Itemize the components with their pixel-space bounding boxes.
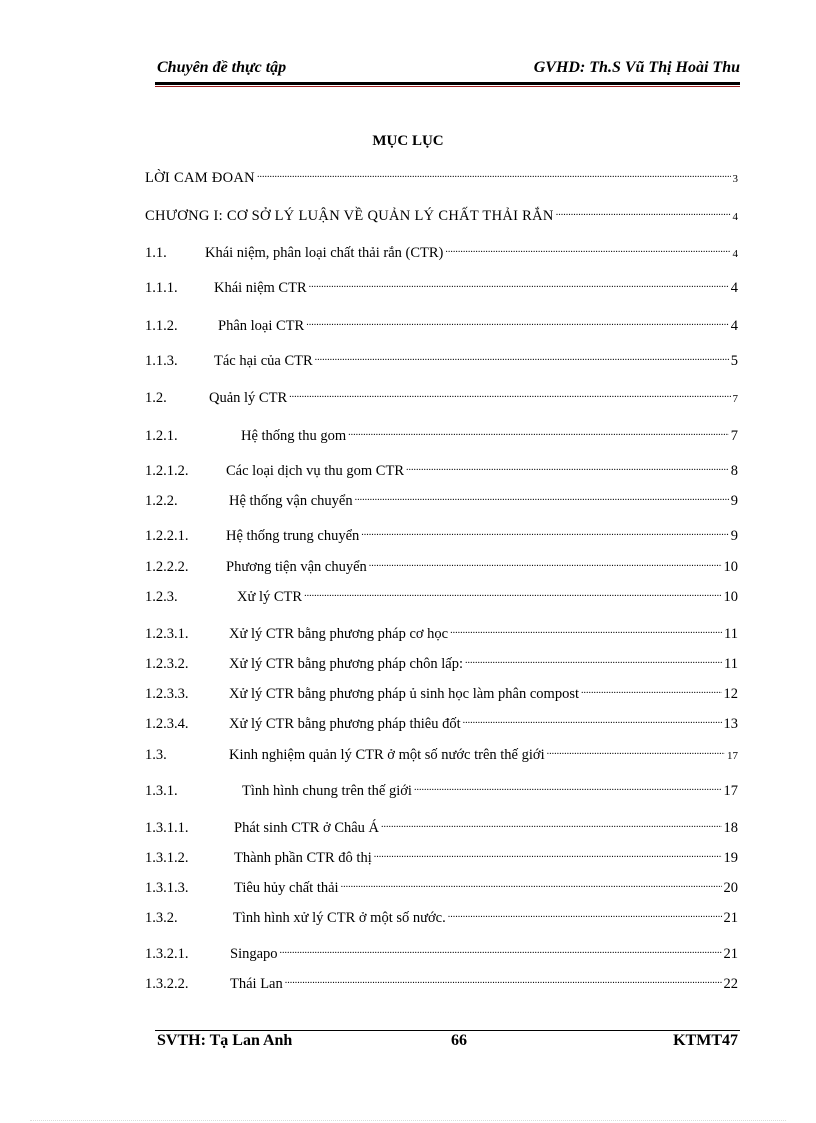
header-rule bbox=[155, 82, 740, 85]
toc-entry-number: 1.2.2.2. bbox=[145, 559, 189, 575]
toc-entry bbox=[145, 272, 738, 296]
toc-entry bbox=[145, 520, 738, 544]
header-left: Chuyên đề thực tập bbox=[157, 59, 287, 76]
toc-entry-text: Phân loại CTR bbox=[218, 318, 305, 334]
toc-entry-text: Thành phần CTR đô thị bbox=[234, 850, 372, 866]
toc-entry bbox=[145, 420, 738, 444]
footer-left: SVTH: Tạ Lan Anh bbox=[157, 1032, 293, 1049]
toc-entry-page: 21 bbox=[723, 946, 738, 962]
footer-rule bbox=[155, 1030, 740, 1031]
toc-entry-number: 1.2.2.1. bbox=[145, 528, 189, 544]
toc-entry-number: 1.3.1.3. bbox=[145, 880, 189, 896]
toc-entry-page: 10 bbox=[723, 559, 738, 575]
toc-entry-number: 1.2.3.1. bbox=[145, 626, 189, 642]
toc-entry-text: Khái niệm, phân loại chất thải rắn (CTR) bbox=[205, 245, 444, 261]
toc-entry bbox=[145, 345, 738, 369]
toc-entry-page: 17 bbox=[727, 750, 738, 762]
toc-entry bbox=[145, 551, 738, 575]
toc-entry-page: 21 bbox=[723, 910, 738, 926]
toc-entry-page: 9 bbox=[730, 493, 738, 509]
toc-entry-text: Các loại dịch vụ thu gom CTR bbox=[226, 463, 405, 479]
toc-entry-text: Hệ thống vận chuyển bbox=[229, 493, 353, 509]
toc-entry-text: Tiêu hủy chất thải bbox=[234, 880, 339, 896]
toc-entry-page: 4 bbox=[730, 280, 738, 296]
toc-entry bbox=[145, 739, 738, 763]
toc-entry-number: 1.1. bbox=[145, 245, 167, 261]
toc-entry-number: 1.2.2. bbox=[145, 493, 178, 509]
header-right: GVHD: Th.S Vũ Thị Hoài Thu bbox=[533, 59, 740, 76]
toc-entry bbox=[145, 162, 738, 186]
toc-entry bbox=[145, 842, 738, 866]
toc-entry bbox=[145, 775, 738, 799]
toc-entry-text: Tác hại của CTR bbox=[214, 353, 313, 369]
toc-entry-text: Singapo bbox=[230, 946, 278, 962]
toc-entry-page: 18 bbox=[723, 820, 738, 836]
toc-entry-number: 1.2.3.2. bbox=[145, 656, 189, 672]
toc-entry bbox=[145, 581, 738, 605]
toc-entry-number: 1.1.1. bbox=[145, 280, 178, 296]
toc-entry bbox=[145, 968, 738, 992]
toc-entry-text: Phương tiện vận chuyển bbox=[226, 559, 367, 575]
toc-entry-text: Phát sinh CTR ở Châu Á bbox=[234, 820, 380, 836]
toc-entry-page: 11 bbox=[724, 626, 738, 642]
toc-entry-page: 4 bbox=[732, 248, 738, 260]
toc-entry-number: 1.3.2.1. bbox=[145, 946, 189, 962]
page-title: MỤC LỤC bbox=[372, 133, 444, 149]
toc-entry bbox=[145, 455, 738, 479]
header-rule-thin bbox=[155, 86, 740, 87]
toc-entry bbox=[145, 938, 738, 962]
toc-entry-page: 5 bbox=[730, 353, 738, 369]
toc-entry-number: 1.3.1.2. bbox=[145, 850, 189, 866]
toc-entry bbox=[145, 200, 738, 224]
toc-entry bbox=[145, 382, 738, 406]
toc-entry-number: 1.2.3.3. bbox=[145, 686, 189, 702]
toc-entry bbox=[145, 902, 738, 926]
toc-entry bbox=[145, 618, 738, 642]
toc-entry-page: 4 bbox=[732, 211, 738, 223]
toc-entry-text: Xử lý CTR bằng phương pháp ủ sinh học làm phân compost bbox=[229, 686, 580, 702]
toc-entry-page: 10 bbox=[723, 589, 738, 605]
footer-right: KTMT47 bbox=[673, 1032, 738, 1049]
toc-entry bbox=[145, 310, 738, 334]
toc-entry-text: Xử lý CTR bằng phương pháp chôn lấp: bbox=[229, 656, 464, 672]
toc-entry-page: 3 bbox=[732, 173, 738, 185]
toc-entry bbox=[145, 708, 738, 732]
page-edge bbox=[30, 1120, 786, 1121]
toc-entry-text: Tình hình chung trên thế giới bbox=[242, 783, 412, 799]
toc-entry-text: Khái niệm CTR bbox=[214, 280, 307, 296]
toc-entry-page: 17 bbox=[723, 783, 738, 799]
toc-entry-page: 7 bbox=[732, 393, 738, 405]
toc-entry-text: Xử lý CTR bằng phương pháp cơ học bbox=[229, 626, 449, 642]
toc-entry-text: Thái Lan bbox=[230, 976, 283, 992]
toc-entry-text: Hệ thống trung chuyển bbox=[226, 528, 360, 544]
toc-entry bbox=[145, 237, 738, 261]
toc-entry-text: Quản lý CTR bbox=[209, 390, 288, 406]
toc-entry-page: 7 bbox=[730, 428, 738, 444]
toc-entry-number: 1.1.3. bbox=[145, 353, 178, 369]
toc-entry-page: 9 bbox=[730, 528, 738, 544]
toc-entry-number: 1.3.1.1. bbox=[145, 820, 189, 836]
toc-entry-number: 1.3.2.2. bbox=[145, 976, 189, 992]
toc-entry-page: 12 bbox=[723, 686, 738, 702]
toc-entry-page: 19 bbox=[723, 850, 738, 866]
toc-entry bbox=[145, 648, 738, 672]
toc-entry-number: 1.3.1. bbox=[145, 783, 178, 799]
toc-entry-text: Xử lý CTR bbox=[237, 589, 303, 605]
page-footer bbox=[155, 1032, 740, 1056]
toc-entry-page: 8 bbox=[730, 463, 738, 479]
toc-entry-text: Tình hình xử lý CTR ở một số nước. bbox=[233, 910, 446, 926]
toc-entry-number: 1.3.2. bbox=[145, 910, 178, 926]
toc-entry-page: 11 bbox=[724, 656, 738, 672]
toc-entry-text: Hệ thống thu gom bbox=[241, 428, 347, 444]
toc-entry-number: 1.2.1.2. bbox=[145, 463, 189, 479]
toc-entry-text: LỜI CAM ĐOAN bbox=[145, 170, 255, 186]
toc-entry-text: CHƯƠNG I: CƠ SỞ LÝ LUẬN VỀ QUẢN LÝ CHẤT THẢI RẮN bbox=[145, 208, 554, 224]
toc-entry bbox=[145, 678, 738, 702]
toc-entry-text: Xử lý CTR bằng phương pháp thiêu đốt bbox=[229, 716, 461, 732]
toc-entry-page: 13 bbox=[723, 716, 738, 732]
toc-entry-page: 22 bbox=[723, 976, 738, 992]
toc-entry-text: Kinh nghiệm quản lý CTR ở một số nước trên thế giới bbox=[229, 747, 545, 763]
toc-entry bbox=[145, 485, 738, 509]
page-header bbox=[155, 57, 740, 81]
page-number: 66 bbox=[451, 1032, 467, 1049]
toc-entry-number: 1.3. bbox=[145, 747, 167, 763]
toc-entry-number: 1.2. bbox=[145, 390, 167, 406]
toc-entry-number: 1.2.3. bbox=[145, 589, 178, 605]
toc-entry-number: 1.2.1. bbox=[145, 428, 178, 444]
toc-entry bbox=[145, 872, 738, 896]
toc-entry-page: 20 bbox=[723, 880, 738, 896]
toc-entry-number: 1.1.2. bbox=[145, 318, 178, 334]
toc-entry bbox=[145, 812, 738, 836]
toc-entry-page: 4 bbox=[730, 318, 738, 334]
toc-entry-number: 1.2.3.4. bbox=[145, 716, 189, 732]
